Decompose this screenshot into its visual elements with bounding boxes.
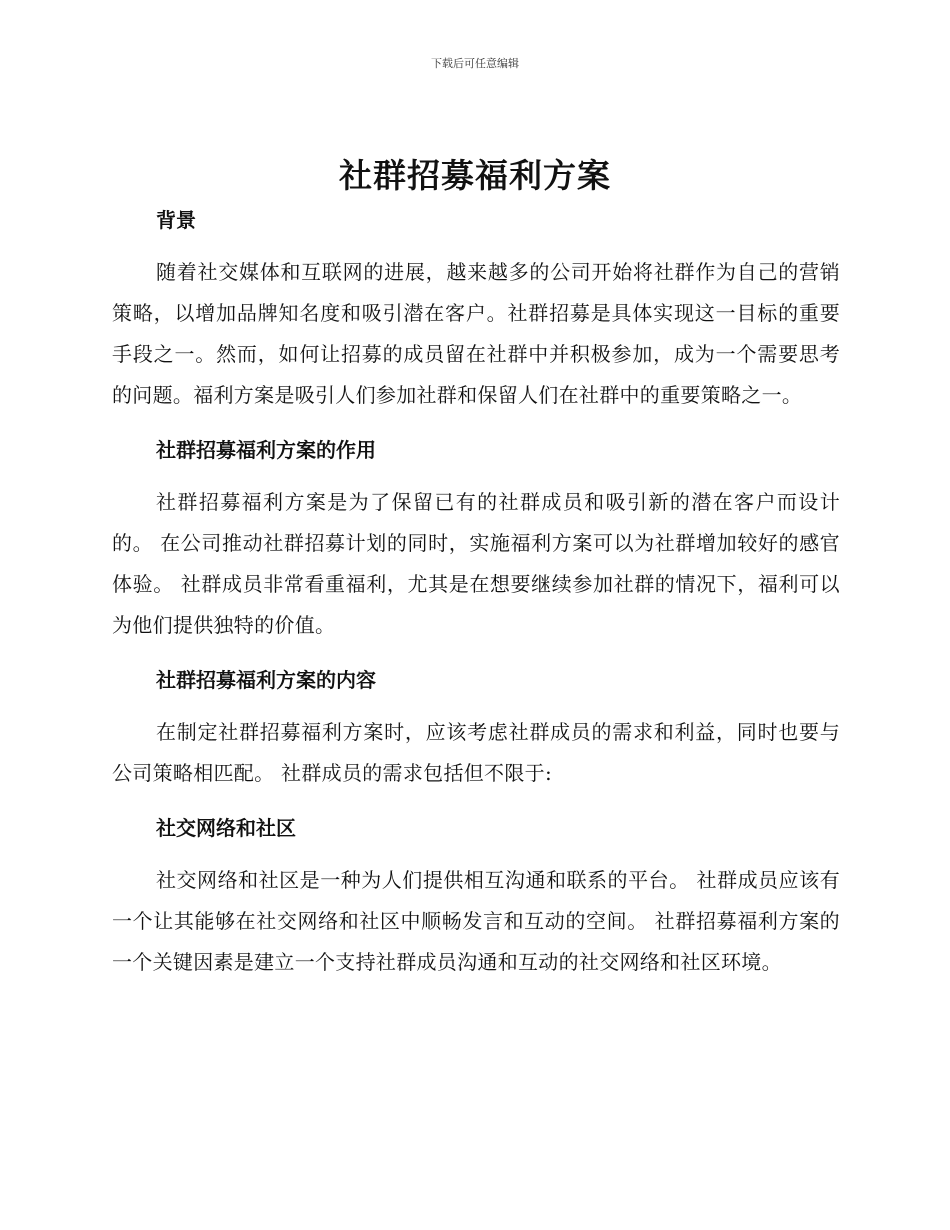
- section-paragraph: 随着社交媒体和互联网的进展，越来越多的公司开始将社群作为自己的营销策略，以增加品牌知名度和吸引潜在客户。社群招募是具体实现这一目标的重要手段之一。然而，如何让招募的成员留在社群中并积极参加，成为一个需要思考的问题。福利方案是吸引人们参加社群和保留人们在社群中的重要策略之一。: [112, 260, 840, 407]
- section-heading: 社群招募福利方案的内容: [156, 668, 376, 692]
- section-paragraph: 社交网络和社区是一种为人们提供相互沟通和联系的平台。 社群成员应该有一个让其能够在社交网络和社区中顺畅发言和互动的空间。 社群招募福利方案的一个关键因素是建立一个支持社群成员沟通和互动的社交网络和社区环境。: [112, 868, 840, 974]
- section-heading: 社群招募福利方案的作用: [156, 438, 376, 462]
- section-heading: 背景: [156, 208, 196, 232]
- document-title: 社群招募福利方案: [339, 156, 611, 195]
- section-background: [112, 200, 840, 416]
- section-purpose: [112, 430, 840, 646]
- document-body: [112, 200, 840, 983]
- section-social-network: [112, 808, 840, 983]
- section-paragraph: 社群招募福利方案是为了保留已有的社群成员和吸引新的潜在客户而设计的。 在公司推动社群招募计划的同时，实施福利方案可以为社群增加较好的感官体验。 社群成员非常看重福利，尤其是在想要继续参加社群的情况下，福利可以为他们提供独特的价值。: [112, 490, 840, 637]
- header-note: 下载后可任意编辑: [431, 57, 519, 70]
- section-content: [112, 660, 840, 794]
- section-heading: 社交网络和社区: [156, 816, 296, 840]
- section-paragraph: 在制定社群招募福利方案时，应该考虑社群成员的需求和利益，同时也要与公司策略相匹配。 社群成员的需求包括但不限于:: [112, 720, 840, 785]
